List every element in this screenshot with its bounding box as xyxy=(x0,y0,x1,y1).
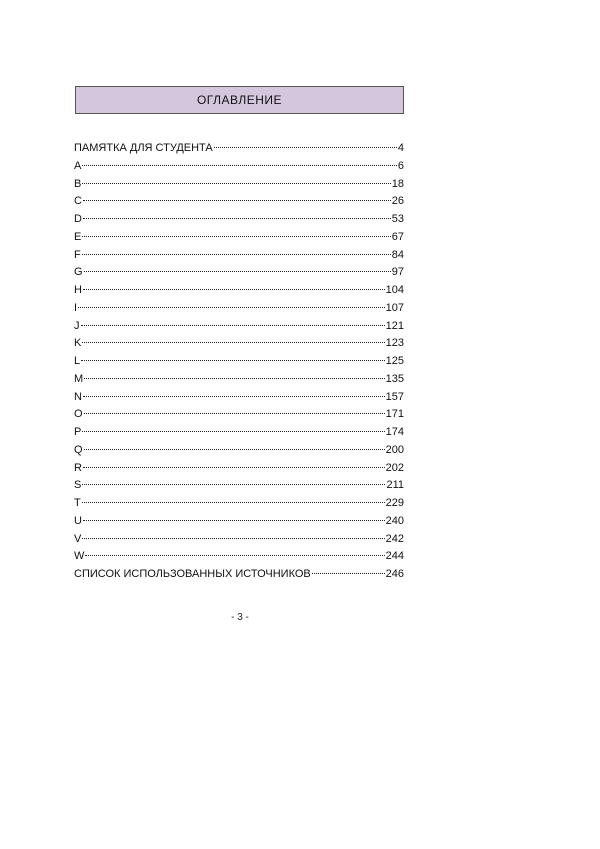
toc-entry-page: 157 xyxy=(385,390,404,403)
toc-entry-label: B xyxy=(74,177,82,190)
toc-entry[interactable] xyxy=(74,247,404,265)
toc-dot-leader xyxy=(82,431,384,432)
toc-dot-leader xyxy=(84,449,385,450)
table-of-contents xyxy=(74,140,404,584)
toc-entry[interactable] xyxy=(74,264,404,282)
toc-dot-leader xyxy=(81,360,385,361)
toc-entry[interactable] xyxy=(74,318,404,336)
toc-entry-page: 53 xyxy=(391,213,404,225)
toc-dot-leader xyxy=(83,218,391,219)
toc-entry-label: L xyxy=(74,355,81,367)
toc-entry-label: Q xyxy=(74,443,83,456)
toc-entry[interactable] xyxy=(74,300,404,318)
toc-entry-label: H xyxy=(74,284,82,296)
toc-entry-page: 171 xyxy=(385,408,404,421)
toc-entry-label: СПИСОК ИСПОЛЬЗОВАННЫХ ИСТОЧНИКОВ xyxy=(74,568,311,580)
toc-entry-page: 244 xyxy=(385,550,404,563)
toc-entry-page: 84 xyxy=(391,248,404,261)
toc-entry[interactable] xyxy=(74,229,404,247)
toc-entry[interactable] xyxy=(74,211,404,229)
toc-entry-label: W xyxy=(74,550,85,563)
toc-entry-label: A xyxy=(74,159,82,172)
toc-entry[interactable] xyxy=(74,513,404,531)
toc-entry-page: 135 xyxy=(385,372,404,385)
toc-entry[interactable] xyxy=(74,158,404,176)
toc-entry-page: 123 xyxy=(385,337,404,350)
toc-entry[interactable] xyxy=(74,424,404,442)
toc-dot-leader xyxy=(82,502,385,503)
toc-entry-label: I xyxy=(74,301,78,314)
toc-entry[interactable] xyxy=(74,282,404,300)
toc-dot-leader xyxy=(312,573,385,574)
toc-entry[interactable] xyxy=(74,548,404,566)
toc-entry-page: 104 xyxy=(385,284,404,296)
toc-dot-leader xyxy=(84,413,385,414)
toc-dot-leader xyxy=(84,271,391,272)
toc-entry[interactable] xyxy=(74,460,404,478)
toc-entry-label: E xyxy=(74,230,82,243)
toc-entry-label: ПАМЯТКА ДЛЯ СТУДЕНТА xyxy=(74,142,213,154)
toc-entry-page: 26 xyxy=(391,195,404,208)
toc-dot-leader xyxy=(81,325,385,326)
toc-entry-page: 121 xyxy=(385,319,404,332)
toc-entry-page: 18 xyxy=(391,177,404,190)
page-number: - 3 - xyxy=(231,612,249,623)
toc-entry-label: F xyxy=(74,248,81,261)
toc-entry-page: 211 xyxy=(386,479,404,492)
toc-entry[interactable] xyxy=(74,531,404,549)
toc-entry-label: R xyxy=(74,461,82,474)
toc-entry-page: 6 xyxy=(397,159,404,172)
toc-entry-label: K xyxy=(74,337,82,350)
toc-dot-leader xyxy=(82,236,390,237)
toc-entry-page: 240 xyxy=(385,514,404,527)
toc-entry-label: N xyxy=(74,390,82,403)
toc-entry[interactable] xyxy=(74,477,404,495)
toc-title: ОГЛАВЛЕНИЕ xyxy=(196,93,283,107)
toc-entry-label: O xyxy=(74,408,83,421)
toc-entry-label: M xyxy=(74,372,84,385)
toc-entry[interactable] xyxy=(74,193,404,211)
toc-entry-label: S xyxy=(74,479,82,492)
toc-entry-page: 125 xyxy=(385,355,404,367)
toc-entry-page: 246 xyxy=(385,568,404,580)
toc-entry-page: 200 xyxy=(385,443,404,456)
toc-dot-leader xyxy=(82,484,385,485)
toc-entry[interactable] xyxy=(74,140,404,158)
toc-dot-leader xyxy=(214,147,397,148)
toc-dot-leader xyxy=(82,183,390,184)
toc-entry-label: J xyxy=(74,319,80,332)
toc-entry-page: 174 xyxy=(385,426,404,438)
toc-dot-leader xyxy=(84,378,384,379)
toc-entry-page: 242 xyxy=(385,532,404,545)
toc-entry-page: 107 xyxy=(385,301,404,314)
toc-entry[interactable] xyxy=(74,442,404,460)
toc-dot-leader xyxy=(85,555,384,556)
toc-entry-label: P xyxy=(74,426,82,438)
toc-entry-page: 97 xyxy=(391,266,404,279)
toc-entry[interactable] xyxy=(74,176,404,194)
toc-dot-leader xyxy=(82,342,384,343)
toc-dot-leader xyxy=(83,520,385,521)
toc-entry[interactable] xyxy=(74,566,404,584)
toc-dot-leader xyxy=(82,254,391,255)
toc-dot-leader xyxy=(83,289,385,290)
toc-entry-page: 67 xyxy=(391,230,404,243)
toc-entry-label: C xyxy=(74,195,82,208)
toc-dot-leader xyxy=(82,165,397,166)
toc-entry-label: V xyxy=(74,532,82,545)
toc-dot-leader xyxy=(83,200,391,201)
toc-entry-label: U xyxy=(74,514,82,527)
toc-entry-page: 202 xyxy=(385,461,404,474)
toc-entry[interactable] xyxy=(74,335,404,353)
toc-entry[interactable] xyxy=(74,389,404,407)
toc-entry-label: G xyxy=(74,266,83,279)
toc-title-box xyxy=(75,86,404,114)
toc-entry-page: 4 xyxy=(397,142,404,154)
toc-entry[interactable] xyxy=(74,371,404,389)
toc-entry-page: 229 xyxy=(385,497,404,509)
toc-entry[interactable] xyxy=(74,495,404,513)
toc-entry-label: D xyxy=(74,213,82,225)
toc-dot-leader xyxy=(82,538,384,539)
toc-dot-leader xyxy=(83,467,385,468)
toc-entry-label: T xyxy=(74,497,81,509)
toc-dot-leader xyxy=(78,307,385,308)
toc-entry[interactable] xyxy=(74,353,404,371)
toc-dot-leader xyxy=(83,396,385,397)
toc-entry[interactable] xyxy=(74,406,404,424)
